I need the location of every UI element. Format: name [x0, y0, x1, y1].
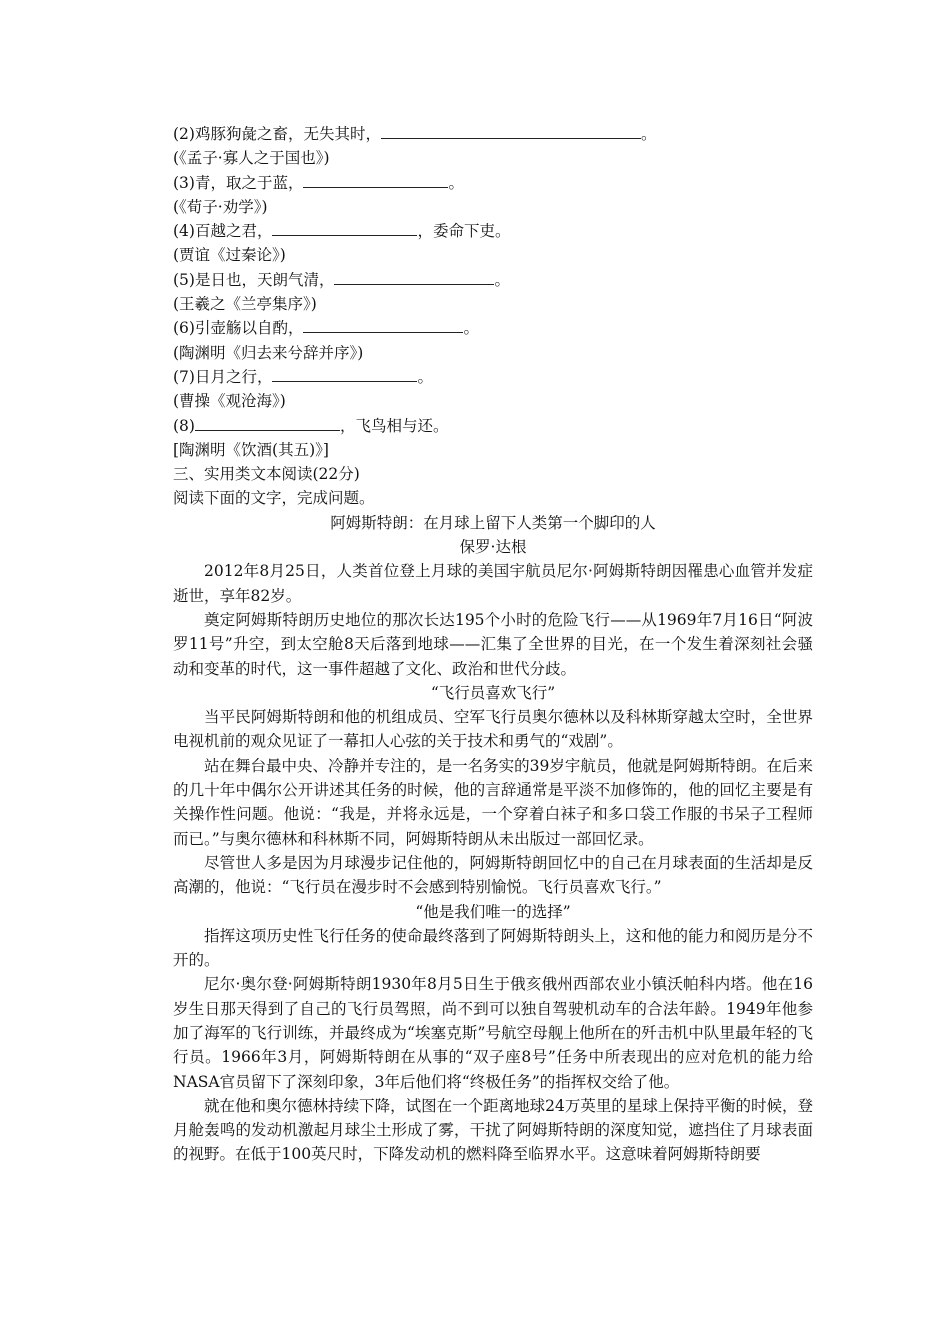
question-line — [173, 171, 813, 195]
paragraph-1: 2012年8月25日，人类首位登上月球的美国宇航员尼尔·阿姆斯特朗因罹患心血管并发症逝世，享年82岁。 — [173, 562, 813, 605]
question-text: (7)日月之行， — [173, 367, 273, 386]
answer-blank[interactable] — [303, 317, 463, 333]
question-line — [173, 316, 813, 340]
paragraph-2: 奠定阿姆斯特朗历史地位的那次长达195个小时的危险飞行——从1969年7月16日“阿波罗11号”升空，到太空舱8天后落到地球——汇集了全世界的目光，在一个发生着深刻社会骚动和变革的时代，这一事件超越了文化、政治和世代分歧。 — [173, 610, 813, 678]
question-text: (5)是日也，天朗气清， — [173, 270, 335, 289]
paragraph-8: 就在他和奥尔德林持续下降，试图在一个距离地球24万英里的星球上保持平衡的时候，登月舱轰鸣的发动机激起月球尘土形成了雾，干扰了阿姆斯特朗的深度知觉，遮挡住了月球表面的视野。在低于100英尺时，下降发动机的燃料降至临界水平。这意味着阿姆斯特朗要 — [173, 1096, 813, 1164]
question-source: (《荀子·劝学》) — [173, 197, 268, 216]
question-source: (曹操《观沧海》) — [173, 392, 286, 411]
question-line — [173, 268, 813, 292]
question-source: (贾谊《过秦论》) — [173, 246, 286, 265]
question-source: (陶渊明《归去来兮辞并序》) — [173, 343, 364, 362]
paragraph-6: 指挥这项历史性飞行任务的使命最终落到了阿姆斯特朗头上，这和他的能力和阅历是分不开的。 — [173, 926, 813, 970]
question-line — [173, 414, 813, 438]
question-line — [173, 219, 813, 243]
question-text: (4)百越之君， — [173, 222, 273, 241]
answer-blank[interactable] — [381, 123, 641, 139]
answer-blank[interactable] — [303, 172, 448, 188]
subheading-1: “飞行员喜欢飞行” — [430, 683, 556, 702]
subheading-2: “他是我们唯一的选择” — [415, 902, 571, 921]
question-text: (3)青，取之于蓝， — [173, 173, 304, 192]
question-line — [173, 365, 813, 389]
answer-blank[interactable] — [272, 220, 417, 236]
question-text: (8) — [173, 416, 195, 435]
question-text-end: 。 — [494, 270, 510, 289]
section-heading: 三、实用类文本阅读(22分) — [173, 465, 360, 484]
question-text-end: 。 — [463, 319, 479, 338]
question-text-end: 。 — [448, 173, 464, 192]
answer-blank[interactable] — [195, 415, 340, 431]
paragraph-7: 尼尔·奥尔登·阿姆斯特朗1930年8月5日生于俄亥俄州西部农业小镇沃帕科内塔。他在16岁生日那天得到了自己的飞行员驾照，尚不到可以独自驾驶机动车的合法年龄。1949年他参加了海军的飞行训练，并最终成为“埃塞克斯”号航空母舰上他所在的歼击机中队里最年轻的飞行员。1966年3月，阿姆斯特朗在从事的“双子座8号”任务中所表现出的应对危机的能力给NASA官员留下了深刻印象，3年后他们将“终极任务”的指挥权交给了他。 — [173, 975, 813, 1091]
fill-in-questions — [173, 122, 813, 462]
question-text: (2)鸡豚狗彘之畜，无失其时， — [173, 125, 381, 143]
question-line — [173, 122, 813, 146]
question-source: [陶渊明《饮酒(其五)》] — [173, 440, 329, 459]
question-text-end: 。 — [417, 367, 433, 386]
question-text: (6)引壶觞以自酌， — [173, 319, 304, 338]
article-title: 阿姆斯特朗：在月球上留下人类第一个脚印的人 — [330, 513, 656, 532]
reading-instruction: 阅读下面的文字，完成问题。 — [173, 489, 375, 508]
paragraph-4: 站在舞台最中央、冷静并专注的，是一名务实的39岁宇航员，他就是阿姆斯特朗。在后来的几十年中偶尔公开讲述其任务的时候，他的言辞通常是平淡不加修饰的，他的回忆主要是有关操作性问题。他说：“我是，并将永远是，一个穿着白袜子和多口袋工作服的书呆子工程师而已。”与奥尔德林和科林斯不同，阿姆斯特朗从未出版过一部回忆录。 — [173, 756, 813, 848]
question-text-end: 。 — [640, 125, 657, 143]
paragraph-5: 尽管世人多是因为月球漫步记住他的，阿姆斯特朗回忆中的自己在月球表面的生活却是反高潮的，他说：“飞行员在漫步时不会感到特别愉悦。飞行员喜欢飞行。” — [173, 853, 813, 897]
question-text-end: ，委命下吏。 — [417, 222, 511, 241]
paragraph-3: 当平民阿姆斯特朗和他的机组成员、空军飞行员奥尔德林以及科林斯穿越太空时，全世界电视机前的观众见证了一幕扣人心弦的关于技术和勇气的“戏剧”。 — [173, 708, 813, 751]
document-page — [173, 122, 813, 1167]
question-source: (王羲之《兰亭集序》) — [173, 295, 317, 314]
question-source: (《孟子·寡人之于国也》) — [173, 149, 330, 168]
answer-blank[interactable] — [272, 366, 417, 382]
answer-blank[interactable] — [334, 269, 494, 285]
article-author: 保罗·达根 — [459, 538, 527, 557]
question-text-end: ，飞鸟相与还。 — [339, 416, 449, 435]
